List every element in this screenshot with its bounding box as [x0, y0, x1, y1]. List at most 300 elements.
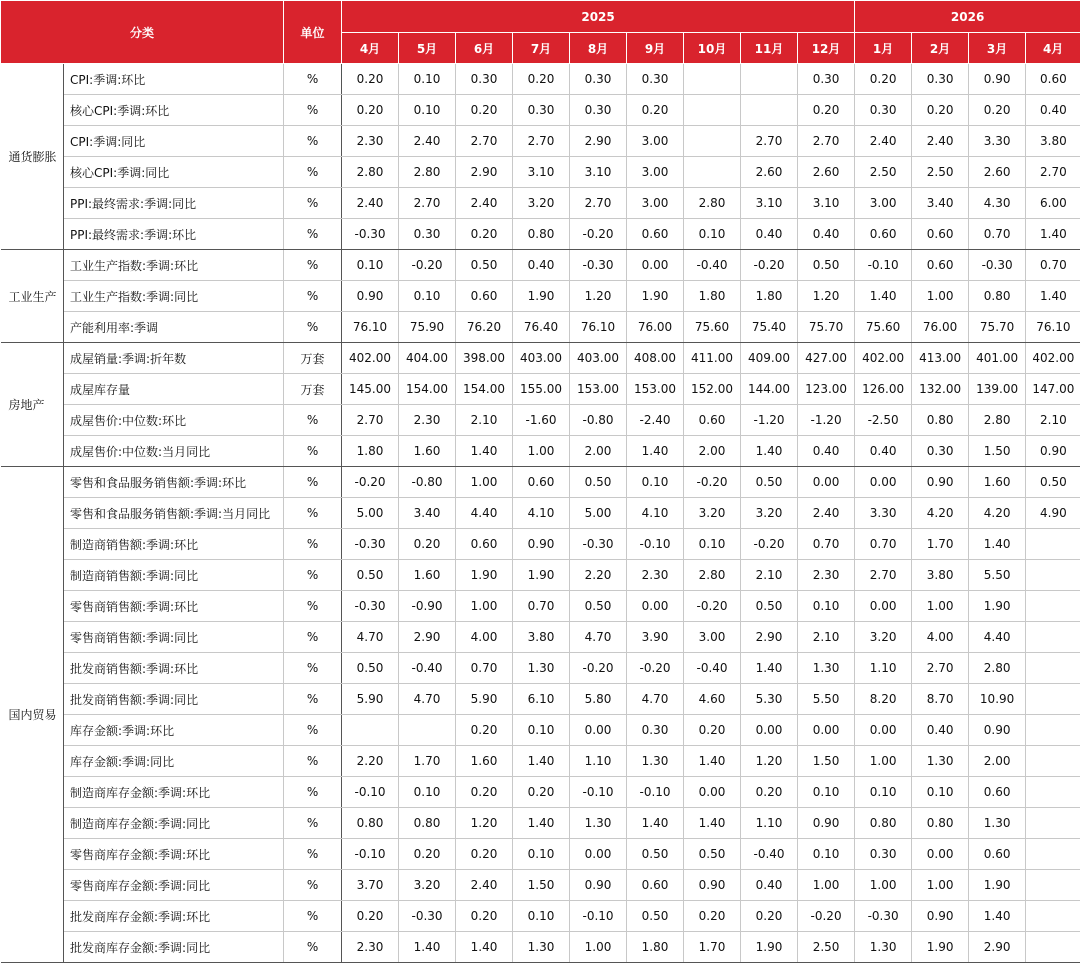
value-cell: 1.40: [684, 746, 741, 777]
value-cell: -0.30: [969, 250, 1026, 281]
value-cell: 0.90: [570, 870, 627, 901]
value-cell: 2.40: [855, 126, 912, 157]
value-cell: 3.30: [969, 126, 1026, 157]
value-cell: 404.00: [399, 343, 456, 374]
category-label: 国内贸易: [1, 467, 64, 963]
unit-cell: %: [284, 901, 342, 932]
value-cell: 0.80: [399, 808, 456, 839]
value-cell: 0.90: [513, 529, 570, 560]
value-cell: 2.30: [798, 560, 855, 591]
value-cell: 2.80: [342, 157, 399, 188]
value-cell: -0.20: [741, 529, 798, 560]
value-cell: 0.20: [342, 64, 399, 95]
table-row: [1, 312, 1080, 343]
value-cell: 2.30: [342, 932, 399, 963]
value-cell: 0.90: [912, 901, 969, 932]
value-cell: 2.60: [798, 157, 855, 188]
value-cell: 0.00: [570, 715, 627, 746]
value-cell: 0.90: [798, 808, 855, 839]
value-cell: 0.90: [1026, 436, 1080, 467]
value-cell: 2.60: [969, 157, 1026, 188]
value-cell: [1026, 653, 1080, 684]
table-row: [1, 684, 1080, 715]
value-cell: [1026, 715, 1080, 746]
value-cell: 0.00: [855, 715, 912, 746]
unit-cell: %: [284, 839, 342, 870]
value-cell: 0.10: [513, 715, 570, 746]
unit-cell: %: [284, 870, 342, 901]
value-cell: 0.30: [855, 839, 912, 870]
value-cell: 0.20: [399, 529, 456, 560]
value-cell: 2.70: [798, 126, 855, 157]
value-cell: 0.20: [684, 901, 741, 932]
unit-cell: %: [284, 591, 342, 622]
value-cell: 147.00: [1026, 374, 1080, 405]
value-cell: 0.80: [912, 405, 969, 436]
value-cell: -0.30: [570, 250, 627, 281]
value-cell: 3.30: [855, 498, 912, 529]
value-cell: 1.40: [513, 808, 570, 839]
value-cell: 155.00: [513, 374, 570, 405]
value-cell: 1.90: [627, 281, 684, 312]
table-row: [1, 777, 1080, 808]
value-cell: 1.00: [456, 591, 513, 622]
value-cell: 0.50: [627, 901, 684, 932]
value-cell: 0.20: [684, 715, 741, 746]
value-cell: 0.10: [798, 839, 855, 870]
value-cell: 0.10: [399, 281, 456, 312]
unit-cell: %: [284, 746, 342, 777]
value-cell: 1.00: [855, 746, 912, 777]
unit-cell: %: [284, 219, 342, 250]
table-row: [1, 560, 1080, 591]
value-cell: 0.40: [798, 219, 855, 250]
table-row: [1, 126, 1080, 157]
value-cell: [1026, 839, 1080, 870]
value-cell: 0.80: [513, 219, 570, 250]
value-cell: 0.30: [399, 219, 456, 250]
value-cell: 0.20: [456, 715, 513, 746]
value-cell: 4.40: [456, 498, 513, 529]
value-cell: 0.10: [513, 839, 570, 870]
value-cell: 2.80: [969, 653, 1026, 684]
value-cell: [1026, 684, 1080, 715]
value-cell: 1.90: [456, 560, 513, 591]
value-cell: 4.20: [912, 498, 969, 529]
value-cell: 0.00: [627, 250, 684, 281]
value-cell: 3.70: [342, 870, 399, 901]
value-cell: 4.40: [969, 622, 1026, 653]
value-cell: -0.20: [741, 250, 798, 281]
value-cell: 4.00: [456, 622, 513, 653]
value-cell: 2.80: [684, 188, 741, 219]
value-cell: 1.30: [513, 653, 570, 684]
table-row: [1, 746, 1080, 777]
table-row: [1, 405, 1080, 436]
value-cell: 4.60: [684, 684, 741, 715]
value-cell: 2.70: [1026, 157, 1080, 188]
indicator-label: 产能利用率:季调: [64, 312, 284, 343]
value-cell: -1.20: [798, 405, 855, 436]
indicator-label: CPI:季调:环比: [64, 64, 284, 95]
value-cell: 0.50: [627, 839, 684, 870]
value-cell: 3.20: [684, 498, 741, 529]
value-cell: 76.10: [342, 312, 399, 343]
indicator-label: 批发商销售额:季调:环比: [64, 653, 284, 684]
table-row: [1, 901, 1080, 932]
value-cell: -0.20: [570, 653, 627, 684]
value-cell: [1026, 560, 1080, 591]
value-cell: 76.10: [570, 312, 627, 343]
unit-cell: %: [284, 715, 342, 746]
value-cell: 0.00: [684, 777, 741, 808]
value-cell: 2.90: [399, 622, 456, 653]
value-cell: 1.20: [741, 746, 798, 777]
value-cell: 0.60: [456, 529, 513, 560]
header-unit: 单位: [284, 1, 342, 64]
value-cell: 0.50: [570, 467, 627, 498]
value-cell: 1.30: [912, 746, 969, 777]
value-cell: -2.50: [855, 405, 912, 436]
table-row: [1, 188, 1080, 219]
value-cell: 1.80: [627, 932, 684, 963]
value-cell: 2.40: [456, 870, 513, 901]
table-row: [1, 219, 1080, 250]
value-cell: 1.40: [627, 436, 684, 467]
value-cell: -0.10: [855, 250, 912, 281]
value-cell: 154.00: [399, 374, 456, 405]
value-cell: 1.80: [741, 281, 798, 312]
value-cell: [1026, 746, 1080, 777]
header-month: 6月: [456, 33, 513, 64]
value-cell: 0.60: [627, 219, 684, 250]
value-cell: 1.00: [912, 870, 969, 901]
indicator-label: CPI:季调:同比: [64, 126, 284, 157]
value-cell: 4.70: [399, 684, 456, 715]
indicator-label: PPI:最终需求:季调:环比: [64, 219, 284, 250]
indicator-label: 成屋销量:季调:折年数: [64, 343, 284, 374]
value-cell: 0.10: [399, 777, 456, 808]
value-cell: 0.30: [627, 715, 684, 746]
value-cell: 0.10: [399, 95, 456, 126]
value-cell: 0.00: [570, 839, 627, 870]
value-cell: 2.40: [342, 188, 399, 219]
value-cell: [684, 126, 741, 157]
unit-cell: %: [284, 95, 342, 126]
indicator-label: 工业生产指数:季调:环比: [64, 250, 284, 281]
value-cell: 403.00: [570, 343, 627, 374]
table-row: [1, 64, 1080, 95]
value-cell: 1.40: [969, 901, 1026, 932]
unit-cell: 万套: [284, 374, 342, 405]
value-cell: 0.30: [798, 64, 855, 95]
value-cell: 1.40: [969, 529, 1026, 560]
value-cell: 0.70: [513, 591, 570, 622]
indicator-label: 库存金额:季调:同比: [64, 746, 284, 777]
value-cell: 0.00: [855, 467, 912, 498]
unit-cell: %: [284, 157, 342, 188]
value-cell: 1.00: [570, 932, 627, 963]
value-cell: -0.30: [342, 219, 399, 250]
value-cell: 0.20: [456, 839, 513, 870]
indicator-label: 零售和食品服务销售额:季调:环比: [64, 467, 284, 498]
value-cell: 3.20: [741, 498, 798, 529]
table-row: [1, 498, 1080, 529]
value-cell: -0.20: [684, 591, 741, 622]
header-month: 4月: [1026, 33, 1080, 64]
value-cell: 3.80: [513, 622, 570, 653]
value-cell: 0.40: [1026, 95, 1080, 126]
value-cell: 0.90: [969, 64, 1026, 95]
value-cell: 1.00: [855, 870, 912, 901]
table-row: [1, 715, 1080, 746]
unit-cell: %: [284, 281, 342, 312]
value-cell: 2.70: [855, 560, 912, 591]
unit-cell: %: [284, 312, 342, 343]
value-cell: 1.10: [570, 746, 627, 777]
unit-cell: %: [284, 188, 342, 219]
header-category: 分类: [1, 1, 284, 64]
value-cell: 0.40: [855, 436, 912, 467]
value-cell: 4.10: [627, 498, 684, 529]
value-cell: 402.00: [1026, 343, 1080, 374]
table-row: [1, 808, 1080, 839]
indicator-label: 工业生产指数:季调:同比: [64, 281, 284, 312]
value-cell: 2.90: [456, 157, 513, 188]
value-cell: 2.70: [912, 653, 969, 684]
value-cell: 2.10: [798, 622, 855, 653]
table-row: [1, 622, 1080, 653]
value-cell: 0.70: [1026, 250, 1080, 281]
value-cell: 1.30: [969, 808, 1026, 839]
value-cell: 1.30: [627, 746, 684, 777]
value-cell: 0.40: [912, 715, 969, 746]
value-cell: 6.10: [513, 684, 570, 715]
value-cell: 2.00: [570, 436, 627, 467]
value-cell: 0.60: [969, 839, 1026, 870]
value-cell: 3.20: [855, 622, 912, 653]
value-cell: 1.40: [627, 808, 684, 839]
header-month: 9月: [627, 33, 684, 64]
value-cell: [684, 64, 741, 95]
indicator-label: 批发商库存金额:季调:环比: [64, 901, 284, 932]
value-cell: -0.30: [855, 901, 912, 932]
header-month: 4月: [342, 33, 399, 64]
value-cell: 0.20: [342, 901, 399, 932]
table-row: [1, 95, 1080, 126]
value-cell: 1.90: [513, 281, 570, 312]
value-cell: 1.50: [513, 870, 570, 901]
value-cell: 3.20: [513, 188, 570, 219]
value-cell: 0.30: [570, 64, 627, 95]
value-cell: 0.20: [741, 901, 798, 932]
value-cell: -0.40: [399, 653, 456, 684]
value-cell: -0.40: [741, 839, 798, 870]
value-cell: 0.70: [798, 529, 855, 560]
indicator-label: 制造商销售额:季调:环比: [64, 529, 284, 560]
value-cell: 408.00: [627, 343, 684, 374]
unit-cell: %: [284, 622, 342, 653]
value-cell: 2.70: [513, 126, 570, 157]
value-cell: 398.00: [456, 343, 513, 374]
value-cell: 1.40: [1026, 219, 1080, 250]
value-cell: 1.90: [741, 932, 798, 963]
value-cell: 2.70: [342, 405, 399, 436]
value-cell: 0.30: [855, 95, 912, 126]
value-cell: 4.00: [912, 622, 969, 653]
value-cell: -0.30: [342, 591, 399, 622]
value-cell: 5.80: [570, 684, 627, 715]
value-cell: 0.00: [798, 467, 855, 498]
value-cell: 0.20: [399, 839, 456, 870]
value-cell: 2.80: [969, 405, 1026, 436]
value-cell: 0.20: [456, 95, 513, 126]
value-cell: 2.40: [399, 126, 456, 157]
value-cell: 1.00: [912, 281, 969, 312]
value-cell: 2.60: [741, 157, 798, 188]
value-cell: 0.20: [456, 901, 513, 932]
value-cell: 4.90: [1026, 498, 1080, 529]
value-cell: 2.70: [456, 126, 513, 157]
indicator-label: 核心CPI:季调:环比: [64, 95, 284, 126]
value-cell: 75.60: [684, 312, 741, 343]
value-cell: 0.50: [342, 560, 399, 591]
value-cell: 1.90: [969, 870, 1026, 901]
value-cell: 0.80: [342, 808, 399, 839]
value-cell: 4.20: [969, 498, 1026, 529]
value-cell: -0.20: [627, 653, 684, 684]
value-cell: 0.90: [342, 281, 399, 312]
value-cell: 2.40: [912, 126, 969, 157]
value-cell: 0.60: [855, 219, 912, 250]
value-cell: -0.10: [570, 901, 627, 932]
value-cell: -1.20: [741, 405, 798, 436]
value-cell: -0.20: [798, 901, 855, 932]
value-cell: 2.10: [1026, 405, 1080, 436]
value-cell: 0.40: [741, 870, 798, 901]
value-cell: 2.40: [456, 188, 513, 219]
value-cell: 75.70: [798, 312, 855, 343]
indicator-label: 批发商库存金额:季调:同比: [64, 932, 284, 963]
table-row: [1, 250, 1080, 281]
value-cell: 132.00: [912, 374, 969, 405]
value-cell: 1.30: [798, 653, 855, 684]
value-cell: 5.50: [969, 560, 1026, 591]
value-cell: 4.30: [969, 188, 1026, 219]
value-cell: -0.10: [570, 777, 627, 808]
value-cell: 1.60: [399, 560, 456, 591]
unit-cell: %: [284, 653, 342, 684]
value-cell: 402.00: [855, 343, 912, 374]
header-month: 5月: [399, 33, 456, 64]
header-month: 2月: [912, 33, 969, 64]
table-row: [1, 157, 1080, 188]
value-cell: 3.10: [513, 157, 570, 188]
value-cell: -0.20: [399, 250, 456, 281]
value-cell: [1026, 777, 1080, 808]
value-cell: 1.10: [741, 808, 798, 839]
value-cell: 1.00: [513, 436, 570, 467]
value-cell: 153.00: [627, 374, 684, 405]
table-row: [1, 932, 1080, 963]
value-cell: 6.00: [1026, 188, 1080, 219]
value-cell: 1.50: [969, 436, 1026, 467]
value-cell: 1.80: [684, 281, 741, 312]
value-cell: 1.70: [912, 529, 969, 560]
indicator-label: 零售商库存金额:季调:同比: [64, 870, 284, 901]
value-cell: -0.90: [399, 591, 456, 622]
value-cell: 75.70: [969, 312, 1026, 343]
value-cell: 0.10: [684, 219, 741, 250]
value-cell: 3.10: [741, 188, 798, 219]
value-cell: 0.20: [912, 95, 969, 126]
value-cell: 0.10: [399, 64, 456, 95]
value-cell: 8.70: [912, 684, 969, 715]
table-row: [1, 870, 1080, 901]
value-cell: [342, 715, 399, 746]
value-cell: 1.40: [684, 808, 741, 839]
value-cell: 427.00: [798, 343, 855, 374]
value-cell: 0.20: [342, 95, 399, 126]
value-cell: -0.10: [342, 839, 399, 870]
value-cell: 0.00: [627, 591, 684, 622]
value-cell: 1.10: [855, 653, 912, 684]
value-cell: 403.00: [513, 343, 570, 374]
unit-cell: %: [284, 777, 342, 808]
value-cell: 2.90: [570, 126, 627, 157]
unit-cell: 万套: [284, 343, 342, 374]
indicator-label: 批发商销售额:季调:同比: [64, 684, 284, 715]
value-cell: 10.90: [969, 684, 1026, 715]
value-cell: [1026, 932, 1080, 963]
value-cell: -2.40: [627, 405, 684, 436]
category-label: 房地产: [1, 343, 64, 467]
value-cell: 0.60: [513, 467, 570, 498]
unit-cell: %: [284, 808, 342, 839]
value-cell: 0.40: [741, 219, 798, 250]
table-row: [1, 281, 1080, 312]
value-cell: 0.60: [627, 870, 684, 901]
value-cell: 1.50: [798, 746, 855, 777]
value-cell: [741, 64, 798, 95]
value-cell: 0.00: [798, 715, 855, 746]
value-cell: 0.00: [855, 591, 912, 622]
value-cell: 0.90: [684, 870, 741, 901]
indicator-label: 成屋售价:中位数:环比: [64, 405, 284, 436]
value-cell: 1.60: [456, 746, 513, 777]
value-cell: 0.00: [741, 715, 798, 746]
value-cell: -0.30: [342, 529, 399, 560]
value-cell: -0.20: [684, 467, 741, 498]
value-cell: 2.30: [627, 560, 684, 591]
value-cell: 2.50: [855, 157, 912, 188]
unit-cell: %: [284, 498, 342, 529]
value-cell: 3.90: [627, 622, 684, 653]
value-cell: 5.30: [741, 684, 798, 715]
value-cell: 0.30: [627, 64, 684, 95]
value-cell: 3.00: [684, 622, 741, 653]
value-cell: 0.20: [513, 64, 570, 95]
value-cell: 0.80: [912, 808, 969, 839]
value-cell: 1.40: [1026, 281, 1080, 312]
value-cell: 1.20: [570, 281, 627, 312]
value-cell: 4.10: [513, 498, 570, 529]
value-cell: 1.90: [513, 560, 570, 591]
value-cell: 5.50: [798, 684, 855, 715]
value-cell: 0.60: [969, 777, 1026, 808]
value-cell: 2.00: [969, 746, 1026, 777]
value-cell: 3.40: [399, 498, 456, 529]
